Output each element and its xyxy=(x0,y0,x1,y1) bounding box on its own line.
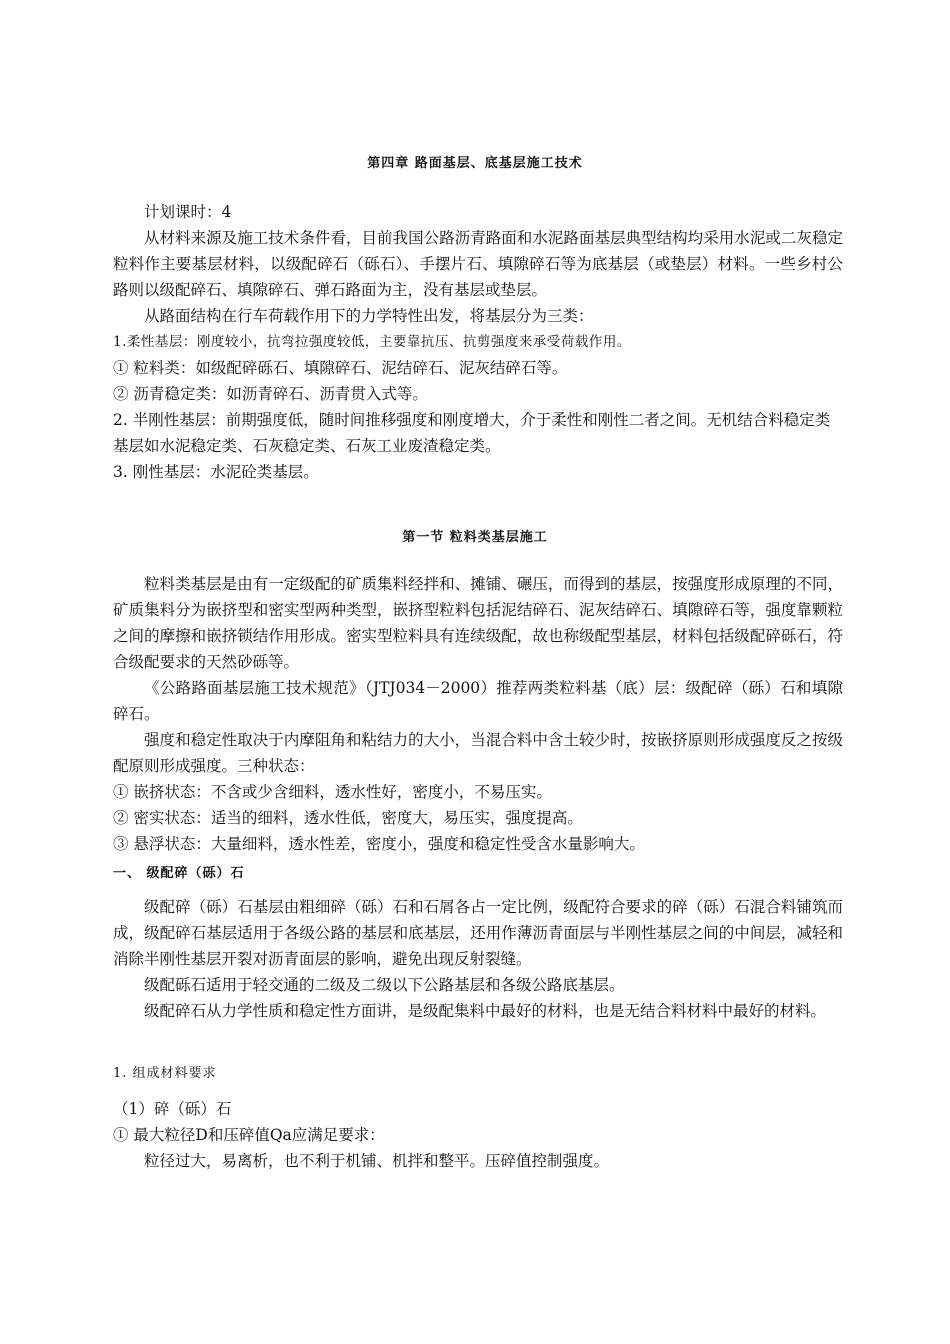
section-paragraph-3: 强度和稳定性取决于内摩阻角和粘结力的大小，当混合料中含土较少时，按嵌挤原则形成强度反之按级配原则形成强度。三种状态： xyxy=(113,731,843,775)
state-suspended: ③ 悬浮状态：大量细料，透水性差，密度小，强度和稳定性受含水量影响大。 xyxy=(113,835,645,853)
sub-paragraph-3: 级配碎石从力学性质和稳定性方面讲，是级配集料中最好的材料，也是无结合料材料中最好的材料。 xyxy=(144,1002,827,1020)
sub-paragraph-2: 级配砾石适用于轻交通的二级及二级以下公路基层和各级公路底基层。 xyxy=(144,976,625,994)
section-block xyxy=(113,571,843,857)
item-paragraph-1: 粒径过大，易离析，也不利于机铺、机拌和整平。压碎值控制强度。 xyxy=(144,1152,610,1170)
section-title: 第一节 粒料类基层施工 xyxy=(402,530,548,545)
list-item-semi-rigid-base: 2. 半刚性基层：前期强度低，随时间推移强度和刚度增大，介于柔性和刚性二者之间。无机结合料稳定类基层如水泥稳定类、石灰稳定类、石灰工业废渣稳定类。 xyxy=(113,411,831,455)
section-paragraph-1: 粒料类基层是由有一定级配的矿质集料经拌和、摊铺、碾压，而得到的基层，按强度形成原理的不同，矿质集料分为嵌挤型和密实型两种类型，嵌挤型粒料包括泥结碎石、泥灰结碎石、填隙碎石等，强度靠颗粒之间的摩擦和嵌挤锁结作用形成。密实型粒料具有连续级配，故也称级配型基层，材料包括级配碎砾石，符合级配要求的天然砂砾等。 xyxy=(113,575,843,671)
state-interlocking: ① 嵌挤状态：不含或少含细料，透水性好，密度小，不易压实。 xyxy=(113,783,552,801)
item-heading: 1. 组成材料要求 xyxy=(113,1066,217,1081)
sub-paragraph-1: 级配碎（砾）石基层由粗细碎（砾）石和石屑各占一定比例，级配符合要求的碎（砾）石混合料铺筑而成，级配碎石基层适用于各级公路的基层和底基层，还用作薄沥青面层与半刚性基层之间的中间层，减轻和消除半刚性基层开裂对沥青面层的影响，避免出现反射裂缝。 xyxy=(113,898,843,968)
intro-paragraph-1: 从材料来源及施工技术条件看，目前我国公路沥青路面和水泥路面基层典型结构均采用水泥或二灰稳定粒料作主要基层材料，以级配碎石（砾石）、手摆片石、填隙碎石等为底基层（或垫层）材料。一些乡村公路则以级配碎石、填隙碎石、弹石路面为主，没有基层或垫层。 xyxy=(113,229,843,299)
section-paragraph-2: 《公路路面基层施工技术规范》（JTJ034－2000）推荐两类粒料基（底）层：级配碎（砾）石和填隙碎石。 xyxy=(113,679,843,723)
chapter-title: 第四章 路面基层、底基层施工技术 xyxy=(367,156,583,171)
state-dense: ② 密实状态：适当的细料，透水性低，密度大，易压实，强度提高。 xyxy=(113,809,583,827)
item-block xyxy=(113,1096,843,1174)
intro-block xyxy=(113,199,843,485)
planned-hours: 计划课时：4 xyxy=(144,203,232,221)
list-item-asphalt-stabilized: ② 沥青稳定类：如沥青碎石、沥青贯入式等。 xyxy=(113,385,428,403)
sub-block xyxy=(113,894,843,1024)
list-item-flexible-base: 1.柔性基层：刚度较小，抗弯拉强度较低，主要靠抗压、抗剪强度来承受荷载作用。 xyxy=(113,334,631,350)
list-item-granular: ① 粒料类：如级配碎砾石、填隙碎石、泥结碎石、泥灰结碎石等。 xyxy=(113,359,568,377)
list-item-rigid-base: 3. 刚性基层：水泥砼类基层。 xyxy=(113,463,319,481)
item-line-max-size: ① 最大粒径D和压碎值Qa应满足要求： xyxy=(113,1126,385,1144)
sub-heading: 一、 级配碎（砾）石 xyxy=(113,866,245,881)
intro-paragraph-2: 从路面结构在行车荷载作用下的力学特性出发，将基层分为三类： xyxy=(144,307,594,325)
item-line-crushed-stone: （1）碎（砾）石 xyxy=(113,1100,232,1118)
